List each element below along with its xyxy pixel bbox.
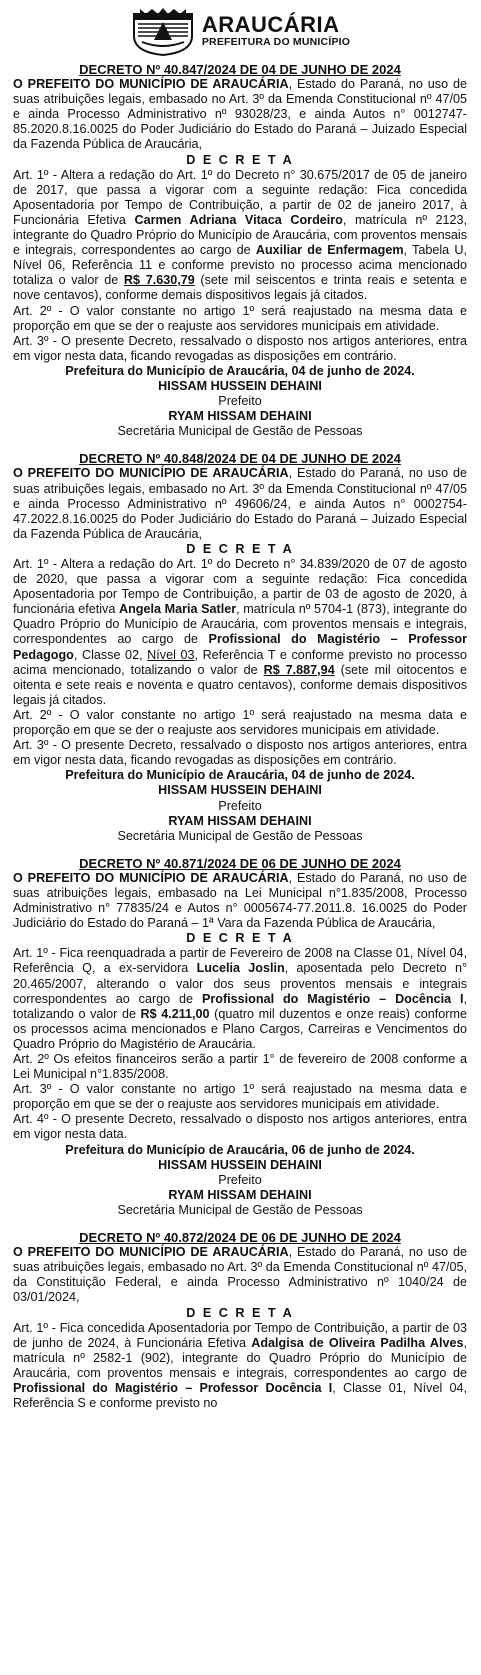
article-1: Art. 1º - Fica concedida Aposentadoria por Tempo de Contribuição, a partir de 03 de junho de 2024, à Funcionária Efetiva Adalgisa de Oliveira Padilha Alves, matrícula nº 2582-1 (902), integrante do Quadro Próprio do Município de Araucária, com proventos mensais e integrais, correspondentes ao cargo de Profissional do Magistério – Professor Docência I, Classe 01, Nível 04, Referência S e conforme previsto no — [13, 1320, 468, 1411]
place-date: Prefeitura do Município de Araucária, 06 de junho de 2024. — [65, 1142, 415, 1157]
article-3: Art. 3º - O presente Decreto, ressalvado o disposto nos artigos anteriores, entra em vigor nesta data, ficando revogadas as disposições em contrário. — [13, 333, 467, 363]
job-level: Nível 03 — [147, 647, 195, 662]
decree-preamble — [13, 871, 467, 931]
signer-mayor-role: Prefeito — [218, 798, 262, 813]
decree-40872 — [13, 1230, 467, 1411]
decreta-heading: D E C R E T A — [186, 1305, 294, 1320]
decree-preamble — [13, 466, 467, 541]
decreta-heading: D E C R E T A — [186, 541, 294, 556]
decreta-heading: D E C R E T A — [186, 152, 294, 167]
preamble-text: , Estado do Paraná, no uso de suas atribuições legais, embasado no Art. 3º da Emenda Constitucional nº 47/05, da Constituição Federal, e ainda Processo Administrativo nº 1040/24 de 03/01/2024, — [13, 1245, 467, 1305]
signer-mayor-role: Prefeito — [218, 1172, 262, 1187]
signer-secretary: RYAM HISSAM DEHAINI — [168, 813, 312, 828]
preamble-text: , Estado do Paraná, no uso de suas atribuições legais, embasado no Art. 3º da Emenda Constitucional nº 47/05 e ainda Processo Administrativo nº 49606/24, e ainda Autos n° 0002754-47.2022.8.16.0025 do Poder Judiciário do Estado do Paraná – Juizado Especial da Fazenda Pública de Araucária, — [13, 466, 467, 541]
decree-title: DECRETO Nº 40.848/2024 DE 04 DE JUNHO DE 2024 — [79, 451, 401, 467]
decree-40848 — [13, 451, 467, 843]
place-date: Prefeitura do Município de Araucária, 04 de junho de 2024. — [65, 768, 415, 783]
decree-title: DECRETO Nº 40.872/2024 DE 06 DE JUNHO DE 2024 — [79, 1230, 401, 1246]
preamble-lead: O PREFEITO DO MUNICÍPIO DE ARAUCÁRIA — [13, 466, 289, 481]
decree-preamble — [13, 77, 467, 152]
place-date: Prefeitura do Município de Araucária, 04 de junho de 2024. — [65, 363, 415, 378]
signer-mayor: HISSAM HUSSEIN DEHAINI — [158, 378, 322, 393]
brand-subtitle: PREFEITURA DO MUNICÍPIO — [201, 36, 351, 48]
signer-mayor-role: Prefeito — [218, 394, 262, 409]
article-1: Art. 1º - Altera a redação do Art. 1º do Decreto n° 30.675/2017 de 05 de janeiro de 2017, que passa a vigorar com a seguinte redação: Fica concedida Aposentadoria por Tempo de Contribuição, a partir de 02 de janeiro 2017, à Funcionária Efetiva Carmen Adriana Vitaca Cordeiro, matrícula nº 2123, integrante do Quadro Próprio do Município de Araucária, com proventos mensais e integrais, correspondentes ao cargo de Auxiliar de Enfermagem, Tabela U, Nível 06, Referência 11 e conforme previsto no processo acima mencionado totaliza o valor de R$ 7.630,79 (sete mil seiscentos e trinta reais e setenta e nove centavos), conforme demais dispositivos legais já citados. — [13, 167, 468, 303]
article-2: Art. 2º Os efeitos financeiros serão a partir 1° de fevereiro de 2008 conforme a Lei Municipal n°1.835/2008. — [13, 1052, 467, 1082]
article-2: Art. 2º - O valor constante no artigo 1º será reajustado na mesma data e proporção em que se der o reajuste aos servidores municipais em atividade. — [13, 303, 467, 333]
decree-40847 — [13, 62, 467, 439]
decreta-heading: D E C R E T A — [186, 931, 294, 946]
article-1: Art. 1º - Altera a redação do Art. 1º do Decreto n° 34.839/2020 de 07 de agosto de 2020, que passa a vigorar com a seguinte redação: Fica concedida Aposentadoria por Tempo de Contribuição, a partir de 03 de agosto de 2020, à funcionária efetiva Angela Maria Satler, matrícula nº 5704-1 (873), integrante do Quadro Próprio do Município de Araucária, com proventos mensais e integrais, correspondentes ao cargo de Profissional do Magistério – Professor Pedagogo, Classe 02, Nível 03, Referência T e conforme previsto no processo acima mencionado, totalizando o valor de R$ 7.887,94 (sete mil oitocentos e oitenta e sete reais e noventa e quatro centavos), conforme demais dispositivos legais já citados. — [13, 557, 468, 707]
preamble-lead: O PREFEITO DO MUNICÍPIO DE ARAUCÁRIA — [13, 77, 289, 92]
signer-mayor: HISSAM HUSSEIN DEHAINI — [158, 1157, 322, 1172]
article-4: Art. 4º - O presente Decreto, ressalvado o disposto nos artigos anteriores, entra em vigor nesta data. — [13, 1112, 467, 1142]
pension-amount: R$ 4.211,00 — [140, 1006, 210, 1021]
decree-40871 — [13, 856, 467, 1218]
job-role: Profissional do Magistério – Docência I — [201, 991, 464, 1006]
brand — [202, 14, 350, 48]
article-3: Art. 3º - O valor constante no artigo 1º será reajustado na mesma data e proporção em que se der o reajuste aos servidores municipais em atividade. — [13, 1082, 467, 1112]
signer-secretary: RYAM HISSAM DEHAINI — [168, 1187, 312, 1202]
preamble-text: , Estado do Paraná, no uso de suas atribuições legais, embasado no Art. 3º da Emenda Constitucional nº 47/05 e ainda Processo Administrativo nº 93028/23, e ainda Autos n° 0012747-85.2020.8.16.0025 do Poder Judiciário do Estado do Paraná – Juizado Especial da Fazenda Pública de Araucária, — [13, 77, 467, 152]
preamble-lead: O PREFEITO DO MUNICÍPIO DE ARAUCÁRIA — [13, 1245, 289, 1260]
pension-amount: R$ 7.887,94 — [263, 662, 335, 677]
beneficiary-name: Carmen Adriana Vitaca Cordeiro — [134, 212, 343, 227]
brand-name: ARAUCÁRIA — [201, 12, 340, 37]
decree-title: DECRETO Nº 40.871/2024 DE 06 DE JUNHO DE 2024 — [79, 855, 401, 871]
preamble-text: , Estado do Paraná, no uso de suas atribuições legais, embasado na Lei Municipal n°1.835/2008, Processo Administrativo n° 77835/24 e Autos n° 0005674-77.2011.8. 16.0025 do Poder Judiciário do Estado do Paraná – 1ª Vara da Fazenda Pública de Araucária, — [13, 870, 467, 931]
araucaria-crest-icon — [130, 6, 196, 56]
preamble-lead: O PREFEITO DO MUNICÍPIO DE ARAUCÁRIA — [13, 870, 289, 885]
beneficiary-name: Adalgisa de Oliveira Padilha Alves — [251, 1335, 464, 1350]
article-3: Art. 3º - O presente Decreto, ressalvado o disposto nos artigos anteriores, entra em vigor nesta data, ficando revogadas as disposições em contrário. — [13, 738, 467, 768]
pension-amount: R$ 7.630,79 — [123, 273, 195, 288]
job-role: Profissional do Magistério – Professor Pedagogo — [13, 632, 467, 662]
job-role: Profissional do Magistério – Professor Docência I — [13, 1380, 333, 1395]
job-role: Auxiliar de Enfermagem — [255, 243, 404, 258]
article-2: Art. 2º - O valor constante no artigo 1º será reajustado na mesma data e proporção em que se der o reajuste aos servidores municipais em atividade. — [13, 707, 467, 738]
decree-title: DECRETO Nº 40.847/2024 DE 04 DE JUNHO DE 2024 — [79, 62, 401, 77]
article-1: Art. 1º - Fica reenquadrada a partir de Fevereiro de 2008 na Classe 01, Nível 04, Referência Q, a ex-servidora Lucelia Joslin, aposentada pelo Decreto n° 20.465/2007, alterando o valor dos seus proventos mensais e integrais correspondentes ao cargo de Profissional do Magistério – Docência I, totalizando o valor de R$ 4.211,00 (quatro mil duzentos e onze reais) conforme os processos acima mencionados e Plano Cargos, Carreiras e Vencimentos do Quadro Próprio do Magistério de Araucária. — [13, 946, 467, 1051]
signer-mayor: HISSAM HUSSEIN DEHAINI — [158, 783, 322, 798]
signer-secretary: RYAM HISSAM DEHAINI — [168, 409, 312, 424]
masthead — [13, 6, 467, 56]
signer-secretary-role: Secretária Municipal de Gestão de Pessoas — [117, 1202, 363, 1217]
beneficiary-name: Lucelia Joslin — [196, 961, 285, 976]
signer-secretary-role: Secretária Municipal de Gestão de Pessoas — [117, 828, 363, 843]
decree-preamble — [13, 1245, 467, 1305]
signer-secretary-role: Secretária Municipal de Gestão de Pessoas — [117, 424, 363, 439]
beneficiary-name: Angela Maria Satler — [118, 602, 237, 617]
